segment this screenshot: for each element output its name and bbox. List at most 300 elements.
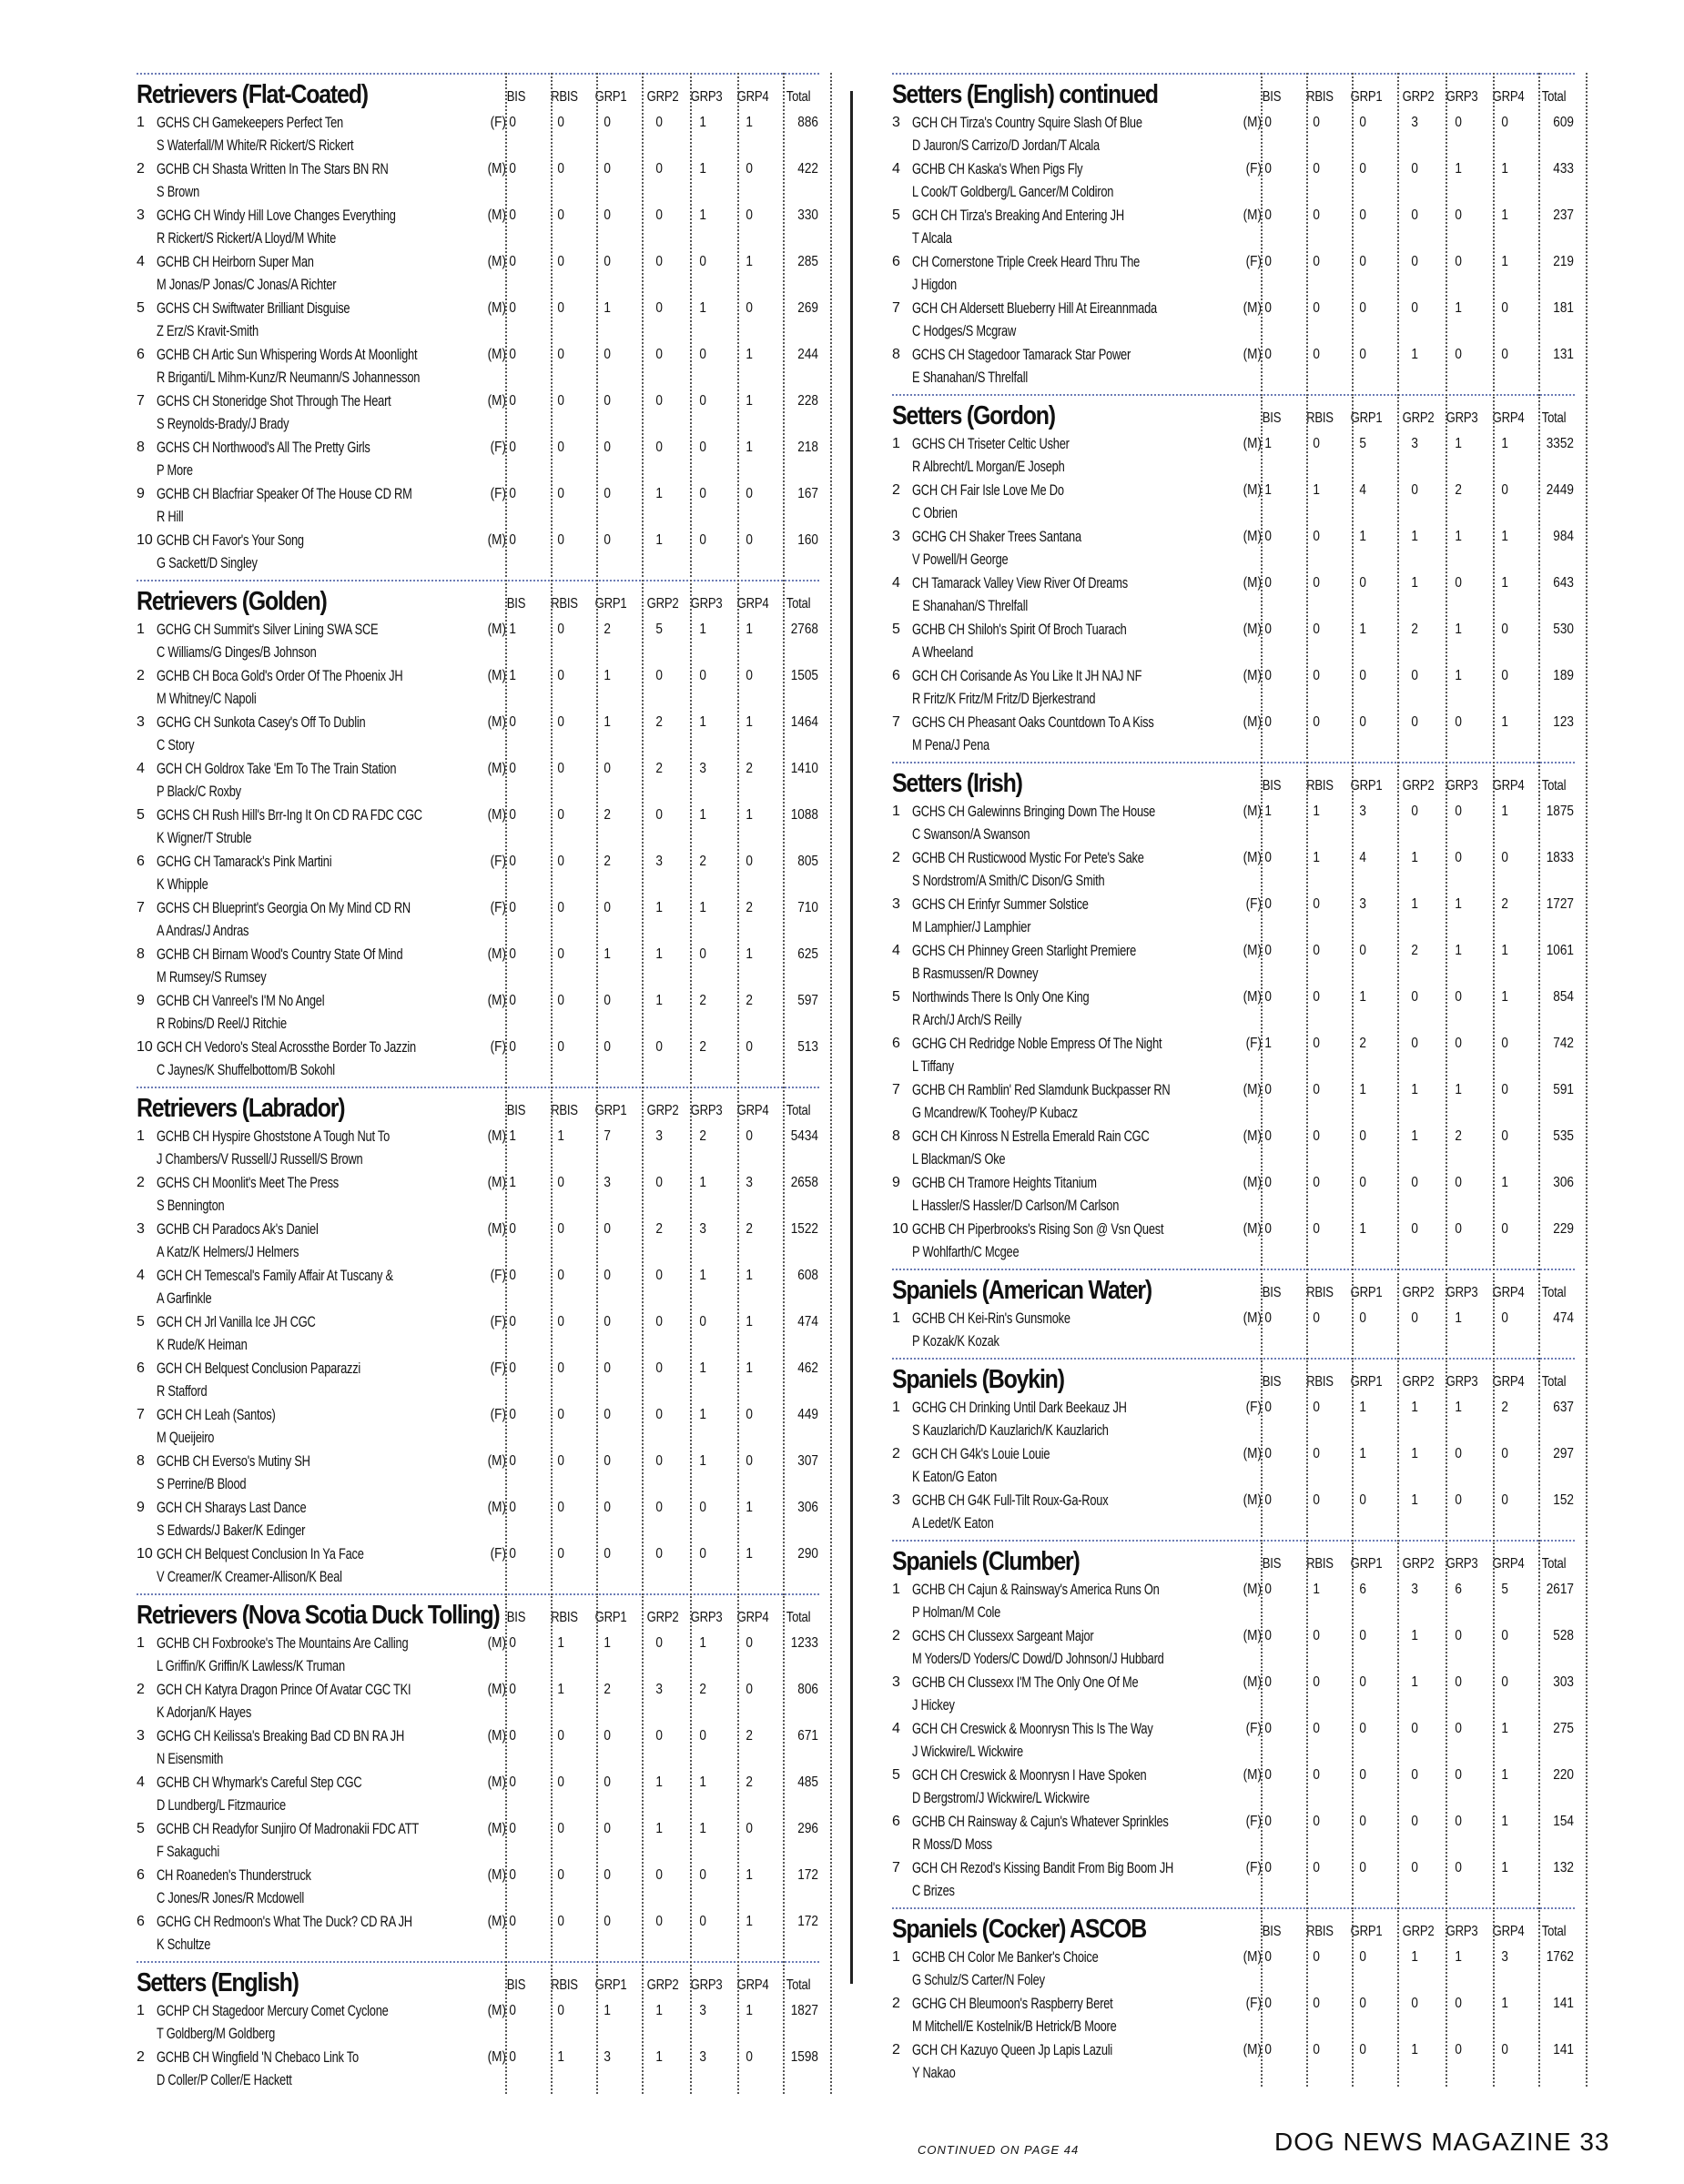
column-rule <box>830 1087 832 1591</box>
column-header: RBIS <box>1306 778 1334 794</box>
owners: P Black/C Roxby <box>157 784 241 800</box>
stat-value: 1 <box>1264 804 1272 819</box>
stat-value: 0 <box>1359 943 1366 958</box>
stat-value: 530 <box>1553 622 1574 637</box>
stat-value: 2 <box>746 761 753 776</box>
continued-note: CONTINUED ON PAGE 44 <box>918 2143 1080 2157</box>
stat-value: 1 <box>746 1360 753 1376</box>
rank-number: 5 <box>137 1314 145 1330</box>
column-header: RBIS <box>1306 1285 1334 1300</box>
column-rule <box>1586 73 1588 391</box>
stat-value: 2 <box>699 854 706 869</box>
stat-value: 0 <box>557 668 564 683</box>
owners: M Pena/J Pena <box>912 737 989 753</box>
stat-value: 330 <box>797 207 818 223</box>
section-header <box>892 762 1575 802</box>
stat-value: 2 <box>1501 896 1508 912</box>
column-rule <box>551 580 553 1084</box>
stat-value: 1 <box>1501 714 1508 730</box>
stat-value: 0 <box>1264 989 1272 1005</box>
stat-value: 0 <box>557 1407 564 1422</box>
stat-value: 3 <box>699 761 706 776</box>
rank-number: 6 <box>137 854 145 869</box>
stat-value: 0 <box>699 1314 706 1330</box>
stat-value: 0 <box>1501 300 1508 316</box>
ranking-row <box>892 345 1575 391</box>
column-rule <box>783 1593 785 1958</box>
stat-value: 0 <box>1264 300 1272 316</box>
dog-name: GCH CH Jrl Vanilla Ice JH CGC <box>157 1314 316 1330</box>
owners: S Waterfall/M White/R Rickert/S Rickert <box>157 137 354 154</box>
column-rule <box>505 73 507 577</box>
stat-value: 3 <box>1411 436 1418 451</box>
stat-value: 0 <box>509 1453 516 1469</box>
stat-value: 1 <box>1455 436 1462 451</box>
rank-number: 2 <box>137 1682 145 1697</box>
stat-value: 0 <box>604 207 611 223</box>
column-header: GRP1 <box>1350 1374 1383 1390</box>
stat-value: 0 <box>557 207 564 223</box>
column-header: GRP3 <box>1446 89 1478 105</box>
stat-value: 1833 <box>1546 850 1574 865</box>
stat-value: 1 <box>1501 1996 1508 2011</box>
sex-marker: (M) <box>487 993 506 1008</box>
stat-value: 3 <box>1359 804 1366 819</box>
stat-value: 0 <box>699 1500 706 1515</box>
column-header: GRP2 <box>1402 410 1435 426</box>
ranking-row <box>137 113 819 159</box>
owners: T Alcala <box>912 230 952 247</box>
rank-number: 6 <box>137 1867 145 1883</box>
stat-value: 0 <box>1264 1582 1272 1597</box>
owners: D Lundberg/L Fitzmaurice <box>157 1797 286 1814</box>
stat-value: 0 <box>1264 1082 1272 1097</box>
stat-value: 2 <box>746 1221 753 1237</box>
stat-value: 0 <box>604 900 611 915</box>
stat-value: 1 <box>1501 989 1508 1005</box>
rank-number: 3 <box>137 714 145 730</box>
stat-value: 2658 <box>790 1175 818 1190</box>
dog-name: GCHG CH Tamarack's Pink Martini <box>157 854 332 870</box>
section-header <box>892 394 1575 434</box>
stat-value: 0 <box>604 1221 611 1237</box>
sex-marker: (M) <box>1243 1767 1262 1783</box>
stat-value: 0 <box>1264 1310 1272 1326</box>
column-header: BIS <box>506 596 526 612</box>
column-header: RBIS <box>1306 410 1334 426</box>
dog-name: GCHG CH Redridge Noble Empress Of The Night <box>912 1036 1162 1052</box>
rank-number: 3 <box>137 1728 145 1744</box>
owners: V Powell/H George <box>912 551 1009 568</box>
column-header: Total <box>786 89 811 105</box>
stat-value: 0 <box>557 440 564 455</box>
stat-value: 1 <box>1455 1400 1462 1415</box>
owners: S Edwards/J Baker/K Edinger <box>157 1522 306 1539</box>
stat-value: 0 <box>746 854 753 869</box>
dog-name: GCHB CH Wingfield 'N Chebaco Link To <box>157 2049 359 2066</box>
column-rule <box>1446 762 1447 1266</box>
stat-value: 0 <box>699 1867 706 1883</box>
stat-value: 0 <box>509 393 516 409</box>
stat-value: 0 <box>655 668 663 683</box>
ranking-row <box>892 1173 1575 1219</box>
owners: S Perrine/B Blood <box>157 1476 247 1492</box>
stat-value: 0 <box>746 161 753 177</box>
ranking-row <box>137 805 819 852</box>
rank-number: 3 <box>892 115 900 130</box>
sex-marker: (M) <box>487 161 506 177</box>
owners: S Reynolds-Brady/J Brady <box>157 416 289 432</box>
stat-value: 0 <box>1359 161 1366 177</box>
stat-value: 1 <box>746 1314 753 1330</box>
stat-value: 0 <box>655 1546 663 1562</box>
column-rule <box>1306 762 1308 1266</box>
stat-value: 0 <box>509 486 516 501</box>
sex-marker: (F) <box>490 900 506 915</box>
sex-marker: (M) <box>1243 1128 1262 1144</box>
stat-value: 0 <box>1359 1949 1366 1965</box>
stat-value: 1 <box>699 1453 706 1469</box>
stat-value: 0 <box>509 1821 516 1836</box>
stat-value: 0 <box>1411 1814 1418 1829</box>
column-header: GRP4 <box>736 1977 769 1993</box>
stat-value: 0 <box>509 2003 516 2018</box>
ranking-row <box>892 802 1575 848</box>
stat-value: 0 <box>604 1774 611 1790</box>
stat-value: 1 <box>1313 1582 1320 1597</box>
stat-value: 0 <box>604 440 611 455</box>
stat-value: 2 <box>746 1774 753 1790</box>
stat-value: 1 <box>699 622 706 637</box>
stat-value: 160 <box>797 532 818 548</box>
column-header: RBIS <box>551 1103 578 1118</box>
stat-value: 0 <box>1359 1175 1366 1190</box>
dog-name: GCHB CH Rainsway & Cajun's Whatever Sprinkles <box>912 1814 1169 1830</box>
column-rule <box>1538 394 1540 759</box>
sex-marker: (M) <box>487 714 506 730</box>
column-rule <box>505 1961 507 2094</box>
column-rule <box>505 580 507 1084</box>
column-header: GRP4 <box>736 89 769 105</box>
stat-value: 1 <box>655 993 663 1008</box>
stat-value: 0 <box>509 1682 516 1697</box>
column-rule <box>830 1961 832 2094</box>
owners: S Bennington <box>157 1198 225 1214</box>
dog-name: GCHS CH Galewinns Bringing Down The House <box>912 804 1156 820</box>
rank-number: 4 <box>137 254 145 269</box>
column-header: GRP4 <box>1492 89 1525 105</box>
stat-value: 0 <box>557 1500 564 1515</box>
stat-value: 0 <box>746 1407 753 1422</box>
ranking-row <box>137 1544 819 1591</box>
stat-value: 0 <box>1313 714 1320 730</box>
stat-value: 0 <box>604 393 611 409</box>
stat-value: 0 <box>1264 1628 1272 1643</box>
ranking-row <box>137 1266 819 1312</box>
column-rule <box>1352 1540 1354 1905</box>
stat-value: 3 <box>746 1175 753 1190</box>
sex-marker: (M) <box>487 347 506 362</box>
stat-value: 1 <box>557 1128 564 1144</box>
stat-value: 0 <box>604 1453 611 1469</box>
stat-value: 886 <box>797 115 818 130</box>
stat-value: 5 <box>1501 1582 1508 1597</box>
rank-number: 2 <box>892 482 900 498</box>
stat-value: 3 <box>1501 1949 1508 1965</box>
column-rule <box>1306 1907 1308 2087</box>
stat-value: 2 <box>655 1221 663 1237</box>
stat-value: 0 <box>655 1453 663 1469</box>
stat-value: 1 <box>746 1268 753 1283</box>
sex-marker: (M) <box>1243 575 1262 591</box>
ranking-row <box>137 1312 819 1359</box>
stat-value: 3 <box>655 1682 663 1697</box>
stat-value: 0 <box>699 1728 706 1744</box>
ranking-row <box>892 1626 1575 1673</box>
column-header: GRP1 <box>1350 1285 1383 1300</box>
dog-name: GCHB CH Rusticwood Mystic For Pete's Sake <box>912 850 1144 866</box>
ranking-row <box>892 1994 1575 2040</box>
stat-value: 0 <box>557 161 564 177</box>
stat-value: 806 <box>797 1682 818 1697</box>
owners: C Story <box>157 737 195 753</box>
stat-value: 0 <box>1501 1674 1508 1690</box>
sex-marker: (M) <box>1243 1175 1262 1190</box>
stat-value: 1 <box>1455 943 1462 958</box>
stat-value: 1 <box>557 1635 564 1651</box>
sex-marker: (M) <box>487 668 506 683</box>
stat-value: 2 <box>604 1682 611 1697</box>
stat-value: 0 <box>655 1914 663 1929</box>
ranking-row <box>892 159 1575 206</box>
stat-value: 0 <box>1264 1814 1272 1829</box>
stat-value: 1 <box>746 1500 753 1515</box>
ranking-row <box>137 1037 819 1084</box>
ranking-row <box>892 941 1575 987</box>
column-rule <box>596 580 598 1084</box>
stat-value: 0 <box>509 854 516 869</box>
stat-value: 0 <box>699 440 706 455</box>
column-header: Total <box>1541 89 1567 105</box>
stat-value: 1 <box>699 1774 706 1790</box>
owners: M Whitney/C Napoli <box>157 691 257 707</box>
section-header <box>892 1907 1575 1947</box>
breed-title: Spaniels (Boykin) <box>892 1365 1064 1394</box>
dog-name: GCHS CH Rush Hill's Brr-Ing It On CD RA FDC CGC <box>157 807 422 824</box>
stat-value: 0 <box>509 993 516 1008</box>
stat-value: 2 <box>604 622 611 637</box>
stat-value: 2 <box>746 900 753 915</box>
stat-value: 172 <box>797 1867 818 1883</box>
stat-value: 1 <box>655 900 663 915</box>
stat-value: 0 <box>557 115 564 130</box>
rank-number: 1 <box>137 2003 145 2018</box>
stat-value: 485 <box>797 1774 818 1790</box>
dog-name: GCH CH Belquest Conclusion In Ya Face <box>157 1546 364 1562</box>
owners: C Brizes <box>912 1883 955 1899</box>
dog-name: GCHG CH Windy Hill Love Changes Everything <box>157 207 396 224</box>
breed-section <box>892 394 1575 759</box>
column-header: GRP1 <box>594 1103 627 1118</box>
column-rule <box>1446 394 1447 759</box>
stat-value: 5434 <box>790 1128 818 1144</box>
stat-value: 1 <box>655 1821 663 1836</box>
stat-value: 141 <box>1553 1996 1574 2011</box>
stat-value: 0 <box>1411 1036 1418 1051</box>
column-header: BIS <box>506 89 526 105</box>
column-header: GRP4 <box>1492 778 1525 794</box>
sex-marker: (M) <box>487 1500 506 1515</box>
stat-value: 0 <box>1359 254 1366 269</box>
stat-value: 1 <box>604 1635 611 1651</box>
stat-value: 0 <box>1313 1860 1320 1876</box>
sex-marker: (M) <box>1243 436 1262 451</box>
stat-value: 1 <box>1501 1767 1508 1783</box>
ranking-row <box>137 159 819 206</box>
owners: R Rickert/S Rickert/A Lloyd/M White <box>157 230 337 247</box>
sex-marker: (F) <box>1245 1721 1262 1736</box>
stat-value: 2617 <box>1546 1582 1574 1597</box>
rank-number: 8 <box>892 1128 900 1144</box>
rank-number: 9 <box>892 1175 900 1190</box>
stat-value: 1 <box>1313 482 1320 498</box>
column-rule <box>1397 394 1399 759</box>
stat-value: 2 <box>1501 1400 1508 1415</box>
rank-number: 6 <box>892 668 900 683</box>
column-rule <box>830 1593 832 1958</box>
stat-value: 0 <box>1359 1767 1366 1783</box>
rank-number: 7 <box>137 900 145 915</box>
ranking-row <box>137 991 819 1037</box>
dog-name: CH Tamarack Valley View River Of Dreams <box>912 575 1128 592</box>
column-rule <box>690 1961 692 2094</box>
stat-value: 1 <box>699 807 706 823</box>
stat-value: 1 <box>746 1867 753 1883</box>
stat-value: 0 <box>655 1314 663 1330</box>
column-header: GRP3 <box>1446 1924 1478 1939</box>
stat-value: 0 <box>1411 668 1418 683</box>
ranking-row <box>892 298 1575 345</box>
stat-value: 1827 <box>790 2003 818 2018</box>
stat-value: 1 <box>1501 161 1508 177</box>
ranking-row <box>892 573 1575 620</box>
rank-number: 2 <box>892 1996 900 2011</box>
stat-value: 1 <box>509 622 516 637</box>
stat-value: 0 <box>557 761 564 776</box>
stat-value: 1 <box>1359 1446 1366 1461</box>
stat-value: 0 <box>699 393 706 409</box>
sex-marker: (M) <box>1243 529 1262 544</box>
column-rule <box>1493 73 1495 391</box>
dog-name: GCH CH Kazuyo Queen Jp Lapis Lazuli <box>912 2042 1113 2058</box>
sex-marker: (M) <box>1243 1446 1262 1461</box>
owners: P Holman/M Cole <box>912 1604 1001 1621</box>
sex-marker: (F) <box>490 854 506 869</box>
rank-number: 1 <box>137 115 145 130</box>
ranking-row <box>892 1491 1575 1537</box>
stat-value: 244 <box>797 347 818 362</box>
stat-value: 0 <box>1313 1128 1320 1144</box>
rank-number: 4 <box>892 1721 900 1736</box>
breed-section <box>892 1907 1575 2087</box>
column-rule <box>1493 1907 1495 2087</box>
stat-value: 1 <box>1501 1814 1508 1829</box>
stat-value: 0 <box>1313 575 1320 591</box>
stat-value: 0 <box>604 254 611 269</box>
stat-value: 0 <box>655 393 663 409</box>
rank-number: 6 <box>137 1914 145 1929</box>
stat-value: 0 <box>1501 115 1508 130</box>
column-rule <box>1586 1358 1588 1537</box>
stat-value: 0 <box>1264 1492 1272 1508</box>
stat-value: 0 <box>509 115 516 130</box>
stat-value: 1 <box>699 1407 706 1422</box>
column-header: GRP1 <box>1350 410 1383 426</box>
stat-value: 0 <box>1501 668 1508 683</box>
stat-value: 1 <box>1411 896 1418 912</box>
column-header: GRP2 <box>646 89 679 105</box>
stat-value: 1 <box>699 1175 706 1190</box>
column-rule <box>1352 1907 1354 2087</box>
ranking-row <box>892 1580 1575 1626</box>
ranking-row <box>892 480 1575 527</box>
stat-value: 7 <box>604 1128 611 1144</box>
stat-value: 0 <box>1411 804 1418 819</box>
breed-section <box>137 1593 819 1958</box>
dog-name: GCHB CH Shasta Written In The Stars BN RN <box>157 161 389 177</box>
stat-value: 0 <box>557 900 564 915</box>
stat-value: 0 <box>1313 1767 1320 1783</box>
stat-value: 0 <box>1455 1492 1462 1508</box>
stat-value: 0 <box>1264 943 1272 958</box>
stat-value: 0 <box>604 347 611 362</box>
owners: K Schultze <box>157 1936 211 1953</box>
stat-value: 0 <box>1264 2042 1272 2058</box>
stat-value: 1 <box>509 1175 516 1190</box>
stat-value: 0 <box>509 1407 516 1422</box>
stat-value: 0 <box>509 347 516 362</box>
column-rule <box>551 1593 553 1958</box>
stat-value: 0 <box>1455 989 1462 1005</box>
column-rule <box>1538 73 1540 391</box>
breed-title: Retrievers (Labrador) <box>137 1094 345 1123</box>
stat-value: 0 <box>655 1867 663 1883</box>
dog-name: GCHB CH Foxbrooke's The Mountains Are Calling <box>157 1635 409 1652</box>
rank-number: 1 <box>137 1128 145 1144</box>
column-rule <box>1352 1269 1354 1355</box>
column-rule <box>1446 1907 1447 2087</box>
stat-value: 0 <box>1455 804 1462 819</box>
sex-marker: (M) <box>487 532 506 548</box>
column-header: GRP1 <box>594 596 627 612</box>
ranking-row <box>137 1912 819 1958</box>
dog-name: GCHS CH Moonlit's Meet The Press <box>157 1175 340 1191</box>
stat-value: 0 <box>1455 1221 1462 1237</box>
column-rule <box>690 1593 692 1958</box>
stat-value: 0 <box>1501 2042 1508 2058</box>
column-rule <box>551 1087 553 1591</box>
column-header: GRP4 <box>736 1610 769 1625</box>
stat-value: 0 <box>746 1039 753 1055</box>
stat-value: 0 <box>557 1546 564 1562</box>
stat-value: 0 <box>1313 1949 1320 1965</box>
column-header: Total <box>786 1977 811 1993</box>
stat-value: 0 <box>699 1914 706 1929</box>
dog-name: GCHB CH Heirborn Super Man <box>157 254 314 270</box>
stat-value: 1727 <box>1546 896 1574 912</box>
column-header: Total <box>1541 1556 1567 1572</box>
rank-number: 1 <box>137 1635 145 1651</box>
